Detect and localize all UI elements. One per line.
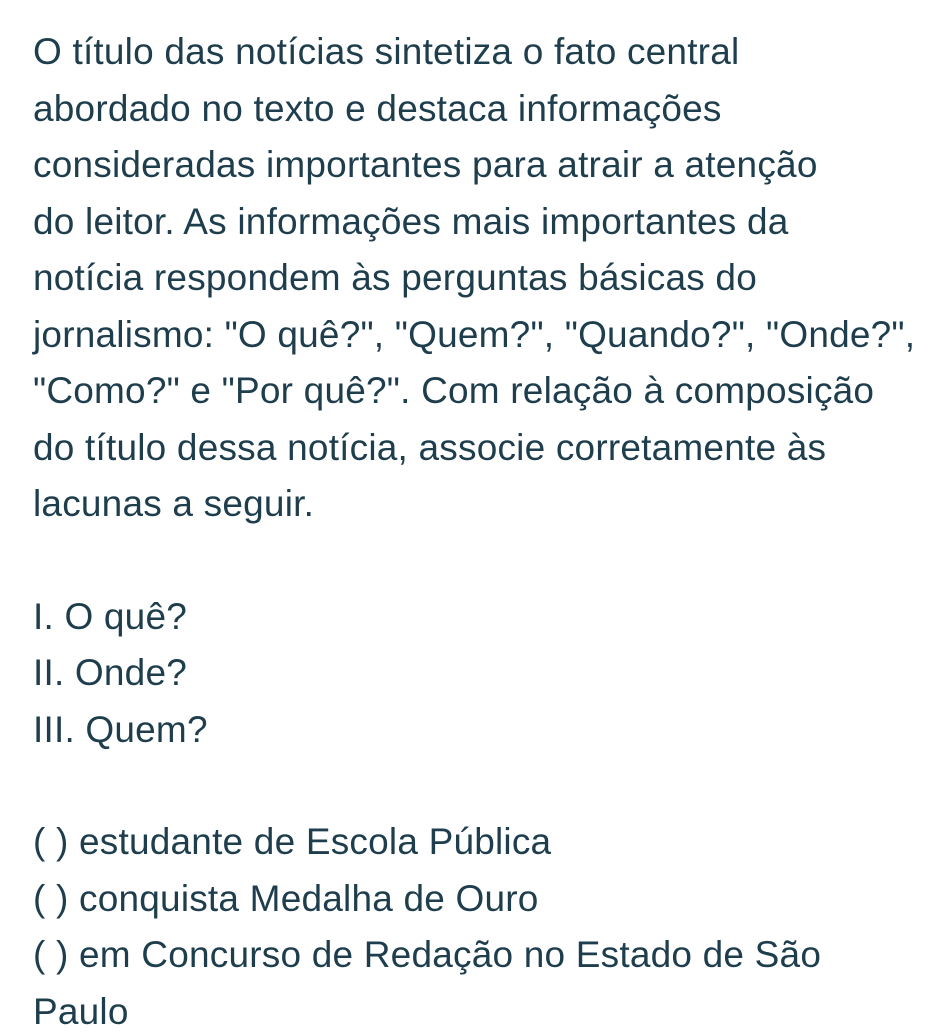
list-item: ( ) estudante de Escola Pública	[33, 821, 552, 862]
list-item: I. O quê?	[33, 595, 188, 637]
paragraph-line: "Como?" e "Por quê?". Com relação à composição	[33, 370, 875, 411]
paragraph-line: consideradas importantes para atrair a atenção	[33, 144, 818, 185]
paragraph-line: O título das notícias sintetiza o fato central	[33, 31, 740, 72]
paragraph-line: lacunas a seguir.	[33, 483, 315, 524]
paragraph-line: do leitor. As informações mais importantes da	[33, 200, 789, 242]
list-item: ( ) em Concurso de Redação no Estado de São	[33, 934, 822, 975]
paragraph-line: notícia respondem às perguntas básicas do	[33, 257, 757, 298]
paragraph-line: do título dessa notícia, associe corretamente às	[33, 426, 827, 468]
list-item: III. Quem?	[33, 708, 208, 750]
spacer	[33, 533, 931, 589]
question-items-list	[33, 589, 931, 759]
list-item: II. Onde?	[33, 652, 188, 693]
spacer	[33, 758, 931, 814]
paragraph-line: jornalismo: "O quê?", "Quem?", "Quando?", "Onde?",	[33, 313, 916, 355]
paragraph-line: abordado no texto e destaca informações	[33, 87, 722, 129]
list-item: ( ) conquista Medalha de Ouro	[33, 877, 539, 919]
association-blanks-list	[33, 814, 931, 1036]
list-item: Paulo	[33, 990, 129, 1032]
question-paragraph	[33, 24, 931, 533]
